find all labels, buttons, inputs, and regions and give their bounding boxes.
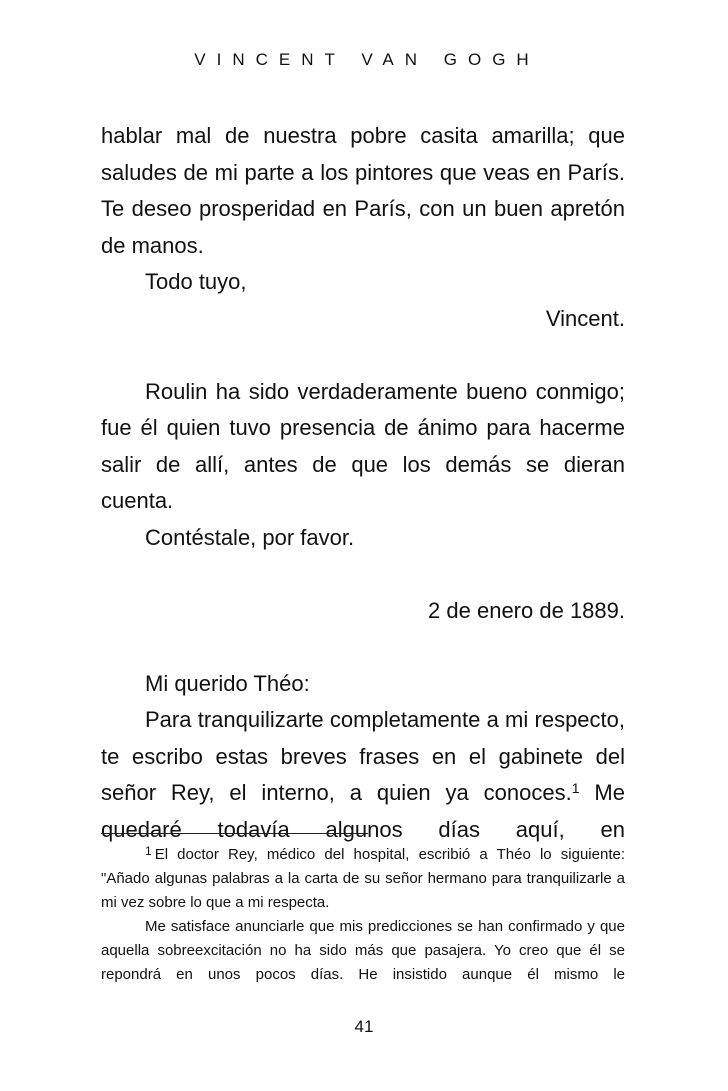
footnote-1 (101, 843, 625, 915)
paragraph-letter-body-text: Para tranquilizarte completamente a mi respecto, te escribo estas breves frases en el gabinete del señor Rey, el interno, a quien ya conoces. (101, 707, 625, 805)
footnote-divider (101, 833, 368, 834)
letter-date: 2 de enero de 1889. (428, 597, 625, 623)
paragraph-letter-body-continuation: Me quedaré todavía algunos días aquí, en (101, 780, 625, 842)
footnote-1-continued: Me satisface anunciarle que mis predicciones se han confirmado y que aquella sobreexcitación no ha sido más que pasajera. Yo creo que él se repondrá en unos pocos días. He insistido aunque él mismo le (101, 918, 625, 983)
footnote-reference[interactable]: 1 (571, 780, 580, 796)
body-text (101, 118, 625, 848)
page-number: 41 (354, 1017, 374, 1036)
running-head: VINCENT VAN GOGH (194, 50, 540, 69)
footnote-1-text: El doctor Rey, médico del hospital, escribió a Théo lo siguiente: "Añado algunas palabras a la carta de su señor hermano para tranquilizarle a mi vez sobre lo que a mi respecta. (101, 846, 625, 911)
paragraph-letter-body (101, 702, 625, 848)
footnotes (101, 843, 625, 987)
paragraph-salutation-close: Todo tuyo, (145, 269, 247, 294)
footnote-mark: 1 (145, 844, 152, 858)
paragraph-letter-closing: hablar mal de nuestra pobre casita amarilla; que saludes de mi parte a los pintores que veas en París. Te deseo prosperidad en París, con un buen apretón de manos. (101, 123, 625, 258)
letter-greeting: Mi querido Théo: (145, 670, 310, 696)
paragraph-reply-request: Contéstale, por favor. (145, 524, 355, 550)
signature: Vincent. (545, 305, 625, 331)
paragraph-roulin: Roulin ha sido verdaderamente bueno conmigo; fue él quien tuvo presencia de ánimo para hacerme salir de allí, antes de que los demás se dieran cuenta. (101, 378, 625, 513)
